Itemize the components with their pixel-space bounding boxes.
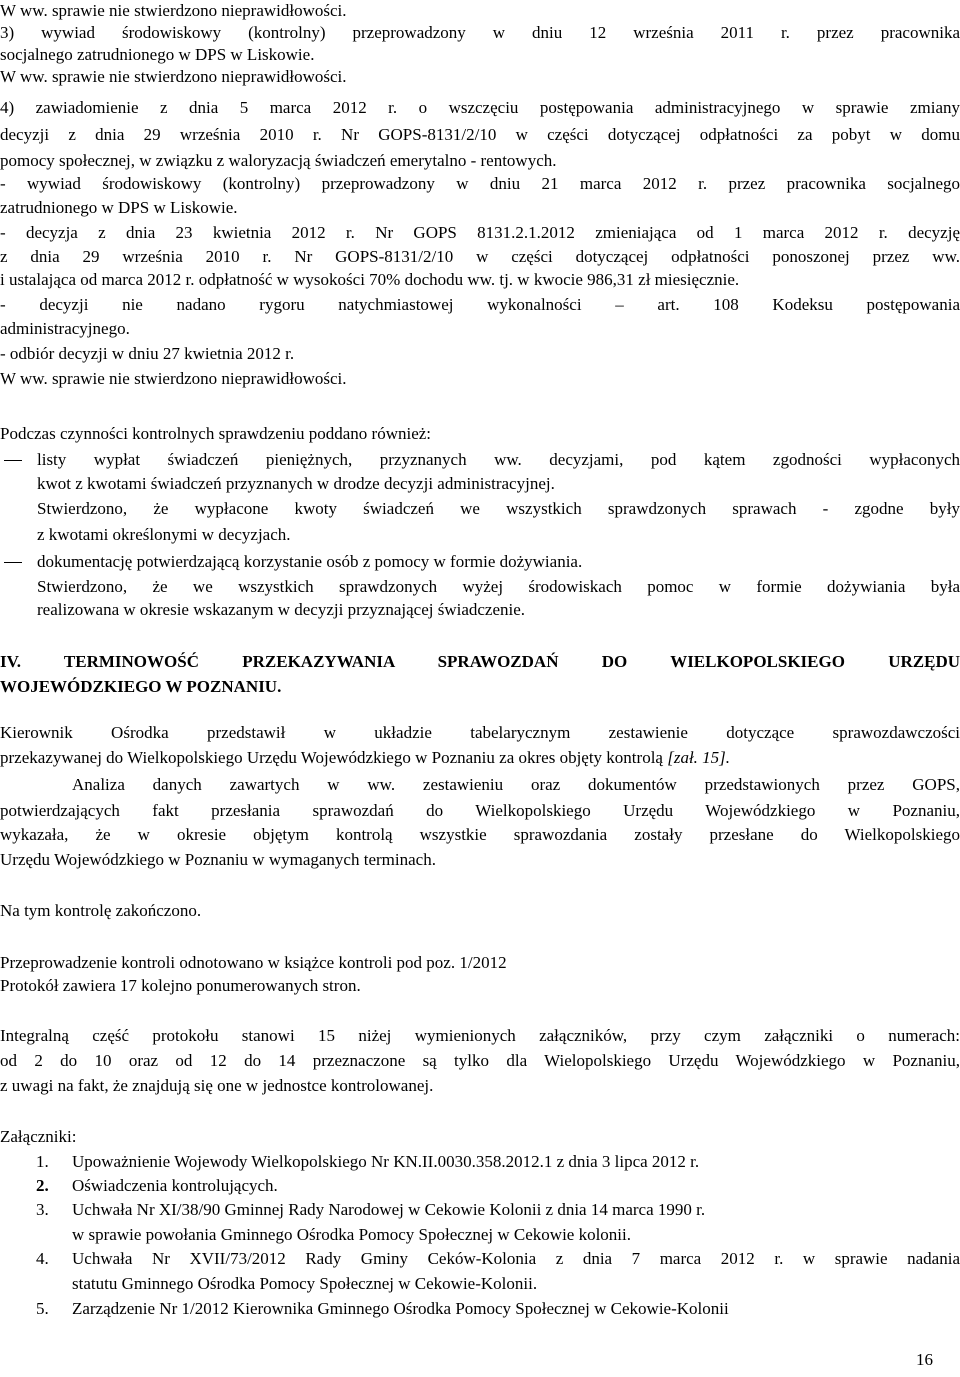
attachment-reference: [zał. 15]. [667, 748, 731, 767]
section-heading: IV. TERMINOWOŚĆ PRZEKAZYWANIA SPRAWOZDAŃ DO WIELKOPOLSKIEGO URZĘDU [0, 652, 960, 671]
list-item-line: realizowana w okresie wskazanym w decyzji przyznającej świadczenie. [37, 600, 526, 619]
text-line: Protokół zawiera 17 kolejno ponumerowanych stron. [0, 976, 361, 995]
text-line: wykazała, że w okresie objętym kontrolą wszystkie sprawozdania zostały przesłane do Wielkopolskiego [0, 825, 960, 844]
list-number: 3. [36, 1200, 49, 1219]
list-item-line: listy wypłat świadczeń pieniężnych, przyznanych ww. decyzjami, pod kątem zgodności wypłaconych [37, 450, 960, 469]
list-item-line: w sprawie powołania Gminnego Ośrodka Pomocy Społecznej w Cekowie kolonii. [72, 1225, 632, 1244]
text-line [0, 747, 960, 769]
list-number: 1. [36, 1152, 49, 1171]
list-number: 5. [36, 1299, 49, 1318]
text-line: 3) wywiad środowiskowy (kontrolny) przeprowadzony w dniu 12 września 2011 r. przez pracownika [0, 23, 960, 42]
text-line: Kierownik Ośrodka przedstawił w układzie tabelarycznym zestawienie dotyczące sprawozdawczości [0, 723, 960, 742]
text-line: z dnia 29 września 2010 r. Nr GOPS-8131/2/10 w części dotyczącej odpłatności ponoszonej przez ww. [0, 247, 960, 266]
list-item-line: Stwierdzono, że we wszystkich sprawdzonych wyżej środowiskach pomoc w formie dożywiania była [37, 577, 960, 596]
list-number: 4. [36, 1249, 49, 1268]
text-line: 4) zawiadomienie z dnia 5 marca 2012 r. o wszczęciu postępowania administracyjnego w sprawie zmiany [0, 98, 960, 117]
text-line: z uwagi na fakt, że znajdują się one w jednostce kontrolowanej. [0, 1076, 434, 1095]
section-heading: WOJEWÓDZKIEGO W POZNANIU. [0, 677, 282, 696]
list-item-line: Upoważnienie Wojewody Wielkopolskiego Nr KN.II.0030.358.2012.1 z dnia 3 lipca 2012 r. [72, 1152, 700, 1171]
text-line: W ww. sprawie nie stwierdzono nieprawidłowości. [0, 369, 347, 388]
text-line: zatrudnionego w DPS w Liskowie. [0, 198, 238, 217]
text-line: pomocy społecznej, w związku z waloryzacją świadczeń emerytalno - rentowych. [0, 151, 557, 170]
dash-bullet-icon [4, 460, 22, 461]
list-item-line: dokumentację potwierdzającą korzystanie osób z pomocy w formie dożywiania. [37, 552, 583, 571]
list-item-line: Oświadczenia kontrolujących. [72, 1176, 278, 1195]
list-number: 2. [36, 1176, 49, 1195]
text-line: Na tym kontrolę zakończono. [0, 901, 202, 920]
text-line: - wywiad środowiskowy (kontrolny) przeprowadzony w dniu 21 marca 2012 r. przez pracownika socjalnego [0, 174, 960, 193]
text-line: administracyjnego. [0, 319, 130, 338]
text-line: - odbiór decyzji w dniu 27 kwietnia 2012 r. [0, 344, 295, 363]
attachments-label: Załączniki: [0, 1127, 77, 1146]
text-line: - decyzja z dnia 23 kwietnia 2012 r. Nr GOPS 8131.2.1.2012 zmieniająca od 1 marca 2012 r. decyzję [0, 223, 960, 242]
list-item-line: Zarządzenie Nr 1/2012 Kierownika Gminnego Ośrodka Pomocy Społecznej w Cekowie-Kolonii [72, 1299, 729, 1318]
text-line: W ww. sprawie nie stwierdzono nieprawidłowości. [0, 67, 347, 86]
text-line: potwierdzających fakt przesłania sprawozdań do Wielkopolskiego Urzędu Wojewódzkiego w Poznaniu, [0, 801, 960, 820]
page-number: 16 [916, 1350, 933, 1369]
text-line: - decyzji nie nadano rygoru natychmiastowej wykonalności – art. 108 Kodeksu postępowania [0, 295, 960, 314]
text-line: Przeprowadzenie kontroli odnotowano w książce kontroli pod poz. 1/2012 [0, 953, 507, 972]
text-line: Analiza danych zawartych w ww. zestawieniu oraz dokumentów przedstawionych przez GOPS, [72, 775, 960, 794]
text-span: przekazywanej do Wielkopolskiego Urzędu Wojewódzkiego w Poznaniu za okres objęty kontrolą [0, 748, 663, 767]
list-item-line: Uchwała Nr XI/38/90 Gminnej Rady Narodowej w Cekowie Kolonii z dnia 14 marca 1990 r. [72, 1200, 706, 1219]
list-item-line: z kwotami określonymi w decyzjach. [37, 525, 291, 544]
list-item-line: statutu Gminnego Ośrodka Pomocy Społecznej w Cekowie-Kolonii. [72, 1274, 538, 1293]
text-line: i ustalająca od marca 2012 r. odpłatność w wysokości 70% dochodu ww. tj. w kwocie 986,31 zł miesięcznie. [0, 270, 740, 289]
checks-intro: Podczas czynności kontrolnych sprawdzeniu poddano również: [0, 424, 432, 443]
text-line: W ww. sprawie nie stwierdzono nieprawidłowości. [0, 1, 347, 20]
text-line: Integralną część protokołu stanowi 15 niżej wymienionych załączników, przy czym załączniki o numerach: [0, 1026, 960, 1045]
text-line: Urzędu Wojewódzkiego w Poznaniu w wymaganych terminach. [0, 850, 436, 869]
list-item-line: Stwierdzono, że wypłacone kwoty świadczeń we wszystkich sprawdzonych sprawach - zgodne były [37, 499, 960, 518]
text-line: decyzji z dnia 29 września 2010 r. Nr GOPS-8131/2/10 w części dotyczącej odpłatności za pobyt w domu [0, 125, 960, 144]
text-line: od 2 do 10 oraz od 12 do 14 przeznaczone są tylko dla Wielopolskiego Urzędu Wojewódzkiego w Poznaniu, [0, 1051, 960, 1070]
text-line: socjalnego zatrudnionego w DPS w Liskowie. [0, 45, 315, 64]
list-item-line: Uchwała Nr XVII/73/2012 Rady Gminy Ceków-Kolonia z dnia 7 marca 2012 r. w sprawie nadania [72, 1249, 960, 1268]
list-item-line: kwot z kwotami świadczeń przyznanych w drodze decyzji administracyjnej. [37, 474, 555, 493]
dash-bullet-icon [4, 562, 22, 563]
